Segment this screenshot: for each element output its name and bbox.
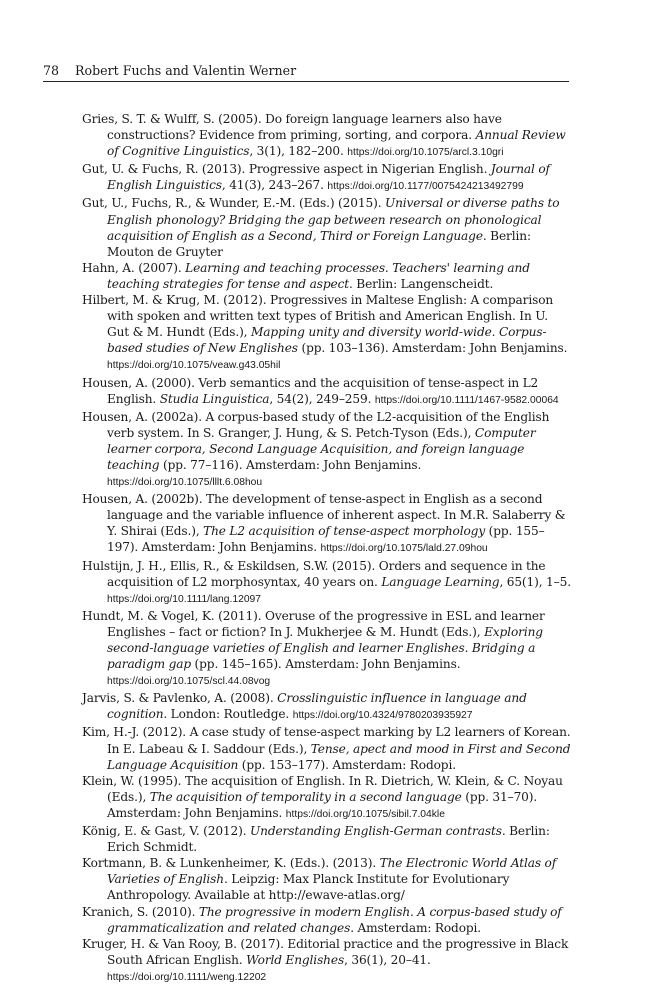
reference-title: Exploring second-language varieties of English and learner Englishes. Bridging a paradigm gap (107, 624, 543, 672)
reference-title: Understanding English-German contrasts (250, 824, 502, 839)
reference-text: , 3(1), 182–200. (249, 144, 348, 159)
reference-text: , 41(3), 243–267. (221, 178, 328, 193)
reference-text: Hilbert, M. & Krug, M. (2012). Progressives in Maltese English: A comparison with spoken and written text types of British and American English. In U. Gut & M. Hundt (Eds.), (82, 293, 554, 340)
running-header (43, 63, 569, 79)
header-rule (43, 81, 569, 82)
doi-link[interactable]: https://doi.org/10.1111/1467-9582.00064 (374, 394, 559, 406)
reference-text: , 65(1), 1–5. (499, 574, 571, 589)
reference-entry (82, 855, 572, 903)
reference-text: , 36(1), 20–41. (344, 952, 431, 967)
reference-text: Kim, H.-J. (2012). A case study of tense-aspect marking by L2 learners of Korean. In E. Labeau & I. Saddour (Eds.), (82, 725, 571, 756)
reference-text: Jarvis, S. & Pavlenko, A. (2008). (82, 691, 278, 706)
reference-text: . Leipzig: Max Planck Institute for Evolutionary Anthropology. Available at http://ewave-atlas.org/ (107, 872, 510, 903)
reference-text: (pp. 145–165). Amsterdam: John Benjamins. (191, 657, 461, 672)
reference-entry (82, 936, 572, 986)
reference-text: Housen, A. (2002b). The development of tense-aspect in English as a second language and the variable influence of inherent aspect. In M.R. Salaberry & Y. Shirai (Eds.), (82, 492, 566, 539)
doi-link[interactable]: https://doi.org/10.1075/lald.27.09hou (320, 543, 488, 555)
reference-entry (82, 409, 572, 491)
doi-link[interactable]: https://doi.org/10.1075/arcl.3.10gri (347, 147, 504, 159)
reference-text: König, E. & Gast, V. (2012). (82, 824, 251, 839)
reference-text: Kruger, H. & Van Rooy, B. (2017). Editorial practice and the progressive in Black South African English. (82, 936, 569, 967)
page-number: 78 (43, 63, 60, 78)
reference-title: Annual Review of Cognitive Linguistics (107, 128, 566, 159)
doi-link[interactable]: https://doi.org/10.1075/sibil.7.04kle (285, 808, 445, 820)
reference-text: . Berlin: Langenscheidt. (349, 276, 494, 291)
reference-text: Hahn, A. (2007). (82, 260, 186, 275)
reference-title: The acquisition of temporality in a second language (149, 789, 462, 804)
reference-title: The progressive in modern English. A corpus-based study of grammaticalization and related changes (107, 904, 562, 935)
doi-link[interactable]: https://doi.org/10.1075/lllt.6.08hou (107, 477, 263, 489)
reference-entry (82, 558, 572, 608)
reference-title: World Englishes (246, 952, 345, 967)
reference-title: The Electronic World Atlas of Varieties of English (107, 856, 557, 887)
doi-link[interactable]: https://doi.org/10.1075/scl.44.08vog (107, 676, 271, 688)
reference-title: Mapping unity and diversity world-wide. Corpus-based studies of New Englishes (107, 325, 547, 356)
reference-text: Gries, S. T. & Wulff, S. (2005). Do foreign language learners also have constructions? Evidence from priming, sorting, and corpora. (82, 112, 502, 143)
reference-title: Crosslinguistic influence in language and cognition (107, 691, 527, 722)
reference-entry (82, 823, 572, 855)
reference-entry (82, 608, 572, 690)
reference-text: . Berlin: Erich Schmidt. (107, 824, 550, 855)
doi-link[interactable]: https://doi.org/10.1075/veaw.g43.05hil (107, 360, 281, 372)
reference-title: Studia Linguistica (159, 391, 270, 406)
reference-text: , 54(2), 249–259. (269, 391, 375, 406)
doi-link[interactable]: https://doi.org/10.1177/0075424213492799 (327, 181, 524, 193)
reference-title: Computer learner corpora, Second Language Acquisition, and foreign language teaching (107, 425, 536, 472)
reference-title: Universal or diverse paths to English phonology? Bridging the gap between research on phonological acquisition of English as a Second, Third or Foreign Language (107, 196, 560, 243)
reference-text: Klein, W. (1995). The acquisition of English. In R. Dietrich, W. Klein, & C. Noyau (Eds.), (82, 773, 563, 804)
reference-text: . Amsterdam: Rodopi. (350, 920, 482, 935)
reference-entry (82, 161, 572, 195)
reference-entry (82, 724, 572, 772)
reference-title: Language Learning (381, 574, 500, 589)
reference-entry (82, 292, 572, 374)
doi-link[interactable]: https://doi.org/10.4324/9780203935927 (292, 710, 473, 722)
reference-text: (pp. 103–136). Amsterdam: John Benjamins. (297, 341, 568, 356)
reference-text: Housen, A. (2002a). A corpus-based study of the L2-acquisition of the English verb system. In S. Granger, J. Hung, & S. Petch-Tyson (Eds.), (82, 409, 550, 440)
reference-text: (pp. 153–177). Amsterdam: Rodopi. (238, 757, 456, 772)
reference-title: The L2 acquisition of tense-aspect morphology (203, 524, 486, 539)
reference-entry (82, 260, 572, 292)
reference-text: Hulstijn, J. H., Ellis, R., & Eskildsen, S.W. (2015). Orders and sequence in the acquisition of L2 morphosyntax, 40 years on. (82, 558, 546, 589)
reference-text: Kranich, S. (2010). (82, 904, 199, 919)
reference-text: Gut, U. & Fuchs, R. (2013). Progressive aspect in Nigerian English. (82, 162, 491, 177)
reference-text: . London: Routledge. (163, 707, 293, 722)
reference-title: Journal of English Linguistics (107, 162, 550, 193)
reference-text: Housen, A. (2000). Verb semantics and the acquisition of tense-aspect in L2 English. (82, 375, 539, 406)
reference-entry (82, 491, 572, 557)
reference-title: Learning and teaching processes. Teachers' learning and teaching strategies for tense and aspect (107, 260, 530, 291)
reference-entry (82, 195, 572, 259)
reference-text: Hundt, M. & Vogel, K. (2011). Overuse of the progressive in ESL and learner Englishes – fact or fiction? In J. Mukherjee & M. Hundt (Eds.), (82, 608, 545, 639)
reference-title: Tense, apect and mood in First and Second Language Acquisition (107, 741, 571, 772)
reference-text: (pp. 155–197). Amsterdam: John Benjamins. (107, 524, 545, 555)
doi-link[interactable]: https://doi.org/10.1111/weng.12202 (107, 971, 267, 983)
reference-entry (82, 904, 572, 936)
reference-entry (82, 111, 572, 161)
reference-text: (pp. 31–70). Amsterdam: John Benjamins. (107, 789, 538, 820)
reference-list (82, 111, 572, 986)
reference-entry (82, 375, 572, 409)
running-title: Robert Fuchs and Valentin Werner (75, 63, 297, 78)
reference-text: (pp. 77–116). Amsterdam: John Benjamins. (159, 457, 422, 472)
doi-link[interactable]: https://doi.org/10.1111/lang.12097 (107, 593, 262, 605)
reference-text: Kortmann, B. & Lunkenheimer, K. (Eds.). (2013). (82, 856, 380, 871)
reference-text: . Berlin: Mouton de Gruyter (107, 228, 531, 259)
reference-entry (82, 690, 572, 724)
reference-text: Gut, U., Fuchs, R., & Wunder, E.-M. (Eds.) (2015). (82, 196, 385, 211)
reference-entry (82, 773, 572, 823)
